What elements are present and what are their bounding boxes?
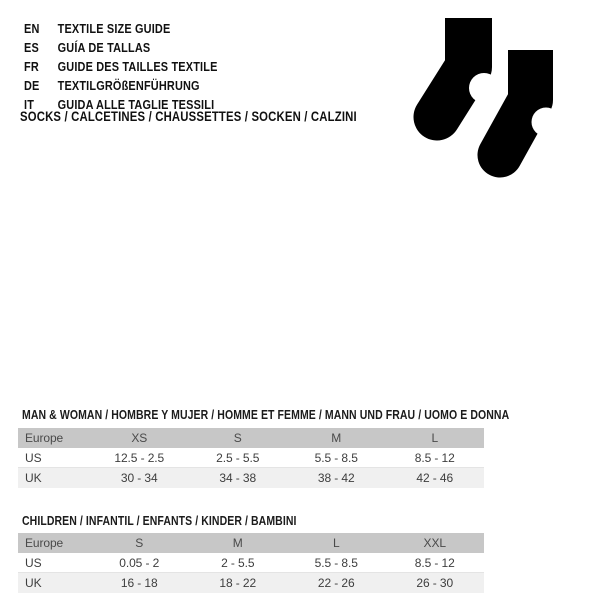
size-table-adult [18,428,484,488]
table-title-text: CHILDREN / INFANTIL / ENFANTS / KINDER / BAMBINI [22,514,297,528]
column-header: M [232,536,243,550]
language-row [24,19,218,38]
size-cell: 18 - 22 [219,576,257,590]
language-code: DE [24,78,40,93]
table-row [18,553,484,573]
column-header: S [135,536,144,550]
size-cell: 26 - 30 [416,576,454,590]
size-cell: 30 - 34 [120,471,158,485]
size-cell: 34 - 38 [219,471,257,485]
row-label: US [25,556,42,570]
size-cell: 2.5 - 5.5 [216,451,260,465]
size-cell: 8.5 - 12 [414,451,455,465]
table-title-adult [22,408,600,422]
language-list [24,19,254,114]
table-title-text: MAN & WOMAN / HOMBRE Y MUJER / HOMME ET FEMME / MANN UND FRAU / UOMO E DONNA [22,408,510,422]
language-code: EN [24,21,40,36]
size-table-children [18,533,484,593]
size-cell: 5.5 - 8.5 [314,556,358,570]
row-label: UK [25,471,42,485]
socks-icon [395,5,575,185]
row-label: UK [25,576,42,590]
size-cell: 5.5 - 8.5 [314,451,358,465]
table-row [18,468,484,488]
table-header-row [18,533,484,553]
size-cell: 16 - 18 [120,576,158,590]
size-cell: 0.05 - 2 [119,556,160,570]
table-header-row [18,428,484,448]
size-cell: 22 - 26 [317,576,355,590]
size-cell: 8.5 - 12 [414,556,455,570]
language-code: ES [24,40,39,55]
language-code: FR [24,59,39,74]
size-cell: 42 - 46 [416,471,454,485]
language-row [24,76,218,95]
column-header: S [233,431,242,445]
column-header: XS [131,431,148,445]
column-header: XXL [423,536,446,550]
language-label: TEXTILGRÖßENFÜHRUNG [57,78,200,93]
column-header: Europe [25,431,64,445]
language-code: IT [24,97,35,112]
language-row [24,38,218,57]
column-header: Europe [25,536,64,550]
language-row [24,57,218,76]
language-label: GUÍA DE TALLAS [57,40,151,55]
size-cell: 12.5 - 2.5 [114,451,165,465]
language-label: GUIDE DES TAILLES TEXTILE [57,59,218,74]
column-header: L [431,431,439,445]
size-cell: 38 - 42 [317,471,355,485]
column-header: M [331,431,342,445]
category-header [20,109,421,124]
row-label: US [25,451,42,465]
table-row [18,573,484,593]
table-row [18,448,484,468]
column-header: L [332,536,340,550]
language-label: GUIDA ALLE TAGLIE TESSILI [57,97,215,112]
size-cell: 2 - 5.5 [221,556,255,570]
category-header-text: SOCKS / CALCETINES / CHAUSSETTES / SOCKEN / CALZINI [20,109,357,124]
language-label: TEXTILE SIZE GUIDE [57,21,171,36]
table-title-children [22,514,349,528]
